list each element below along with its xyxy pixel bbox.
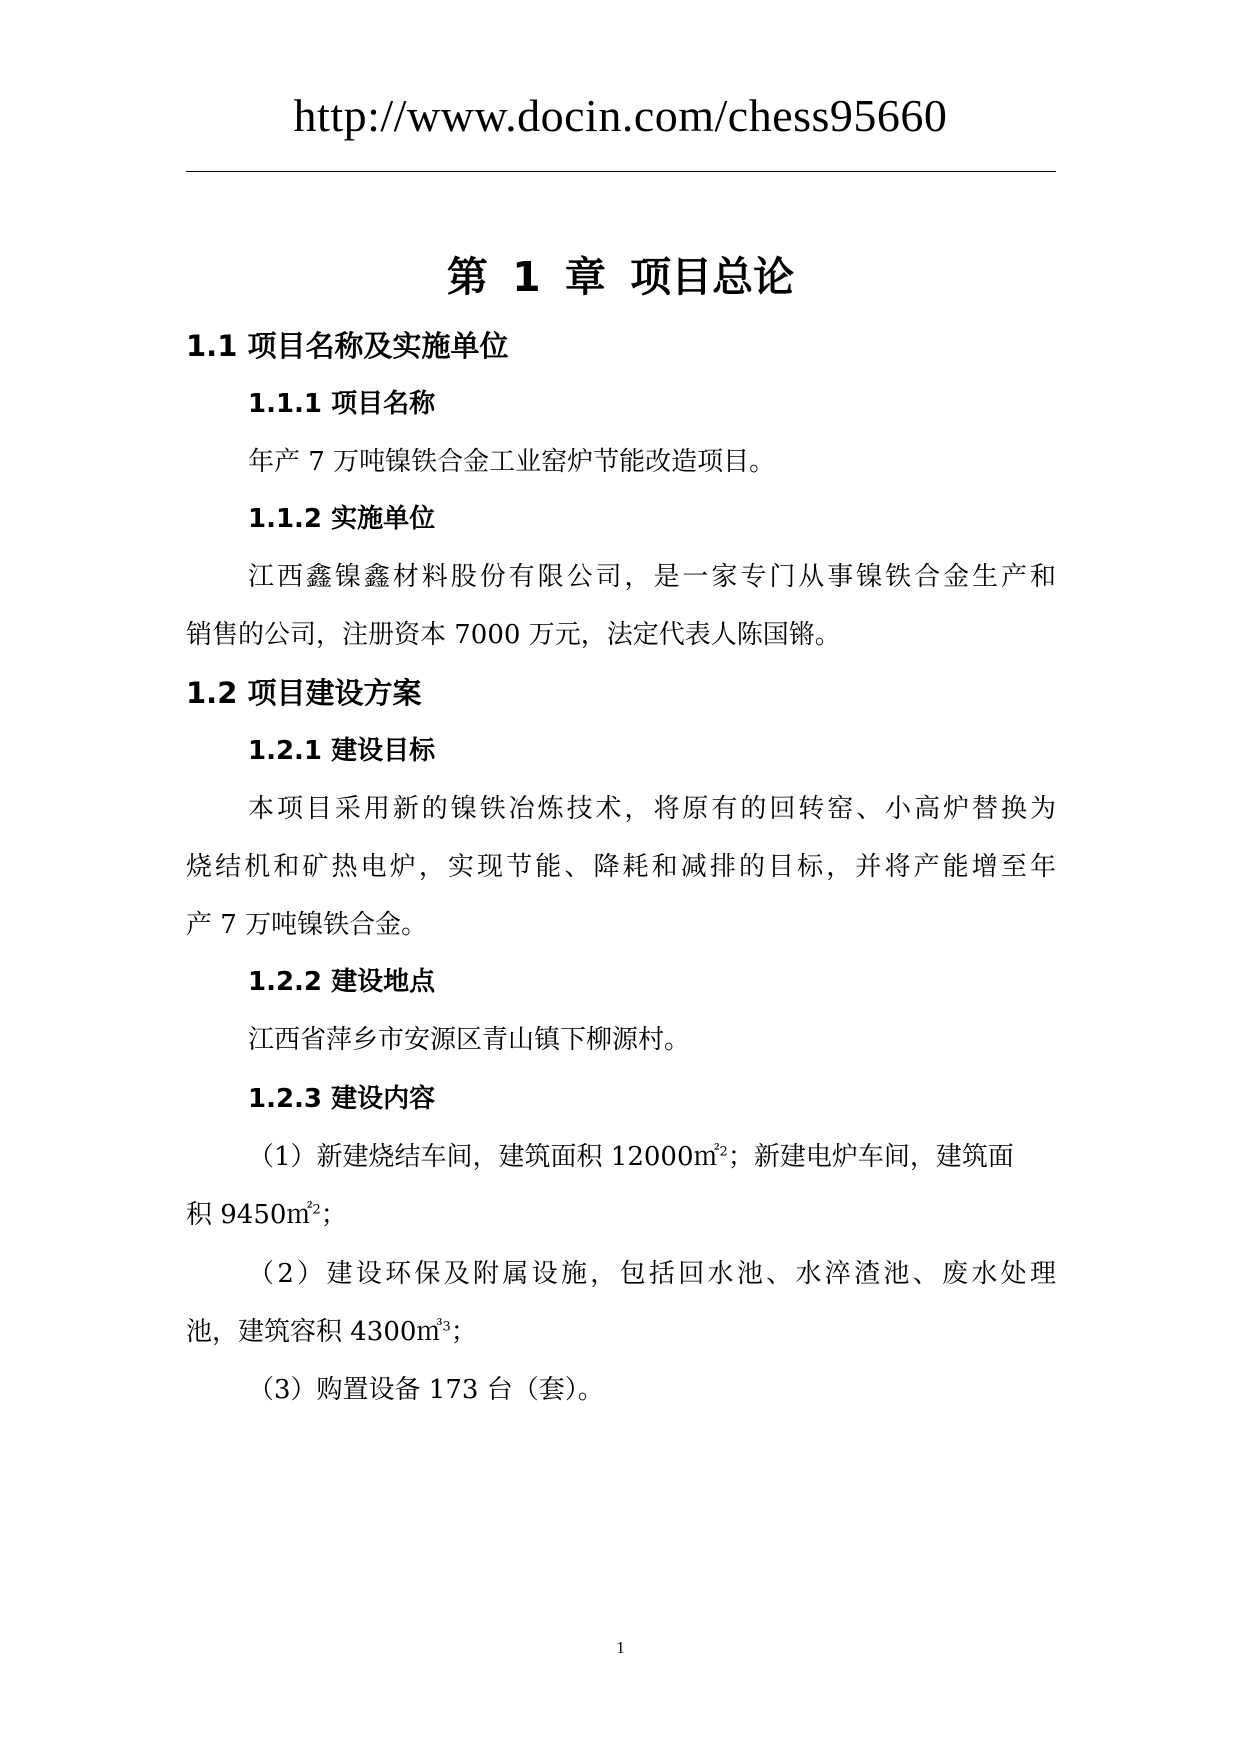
paragraph-goal-line-1: 本项目采用新的镍铁冶炼技术，将原有的回转窑、小高炉替换为 bbox=[248, 794, 1056, 824]
section-heading-1-1: 1.1 项目名称及实施单位 bbox=[186, 329, 509, 363]
paragraph-implementer-line-1: 江西鑫镍鑫材料股份有限公司，是一家专门从事镍铁合金生产和 bbox=[248, 562, 1056, 592]
content-item-2-line-2-text-a: 池，建筑容积 4300㎥ bbox=[186, 1317, 443, 1347]
paragraph-goal-line-2: 烧结机和矿热电炉，实现节能、降耗和减排的目标，并将产能增至年 bbox=[186, 852, 1056, 882]
paragraph-project-name: 年产 7 万吨镍铁合金工业窑炉节能改造项目。 bbox=[248, 447, 776, 477]
paragraph-content-item-2-line-1: （2）建设环保及附属设施，包括回水池、水淬渣池、废水处理 bbox=[248, 1259, 1056, 1289]
paragraph-content-item-3: （3）购置设备 173 台（套）。 bbox=[248, 1375, 604, 1405]
subsection-heading-1-2-2: 1.2.2 建设地点 bbox=[248, 967, 436, 997]
paragraph-content-item-1-line-2 bbox=[186, 1197, 1056, 1233]
paragraph-goal-line-3: 产 7 万吨镍铁合金。 bbox=[186, 910, 428, 940]
content-item-1-text-a: （1）新建烧结车间，建筑面积 12000㎡ bbox=[248, 1142, 720, 1172]
chapter-title: 第 1 章 项目总论 bbox=[446, 253, 795, 301]
content-item-1-line-2-text-b: ； bbox=[320, 1200, 347, 1230]
content-item-1-line-2-sup: 2 bbox=[312, 1202, 321, 1218]
paragraph-implementer-line-2: 销售的公司，注册资本 7000 万元，法定代表人陈国锵。 bbox=[186, 620, 841, 650]
subsection-heading-1-1-2: 1.1.2 实施单位 bbox=[248, 504, 436, 534]
subsection-heading-1-1-1: 1.1.1 项目名称 bbox=[248, 389, 436, 419]
header-url: http://www.docin.com/chess95660 bbox=[293, 90, 948, 141]
content-item-1-sup: 2 bbox=[719, 1144, 728, 1160]
header-divider bbox=[186, 171, 1056, 172]
subsection-heading-1-2-1: 1.2.1 建设目标 bbox=[248, 736, 436, 766]
paragraph-content-item-2-line-2 bbox=[186, 1314, 1056, 1350]
content-item-1-text-b: ；新建电炉车间，建筑面 bbox=[727, 1142, 1014, 1172]
page-number: 1 bbox=[616, 1638, 625, 1657]
subsection-heading-1-2-3: 1.2.3 建设内容 bbox=[248, 1084, 436, 1114]
content-item-2-line-2-text-b: ； bbox=[450, 1317, 477, 1347]
content-item-2-line-2-sup: 3 bbox=[442, 1319, 451, 1335]
content-item-1-line-2-text-a: 积 9450㎡ bbox=[186, 1200, 313, 1230]
section-heading-1-2: 1.2 项目建设方案 bbox=[186, 676, 422, 710]
paragraph-location: 江西省萍乡市安源区青山镇下柳源村。 bbox=[248, 1025, 691, 1055]
paragraph-content-item-1-line-1 bbox=[248, 1139, 1056, 1175]
